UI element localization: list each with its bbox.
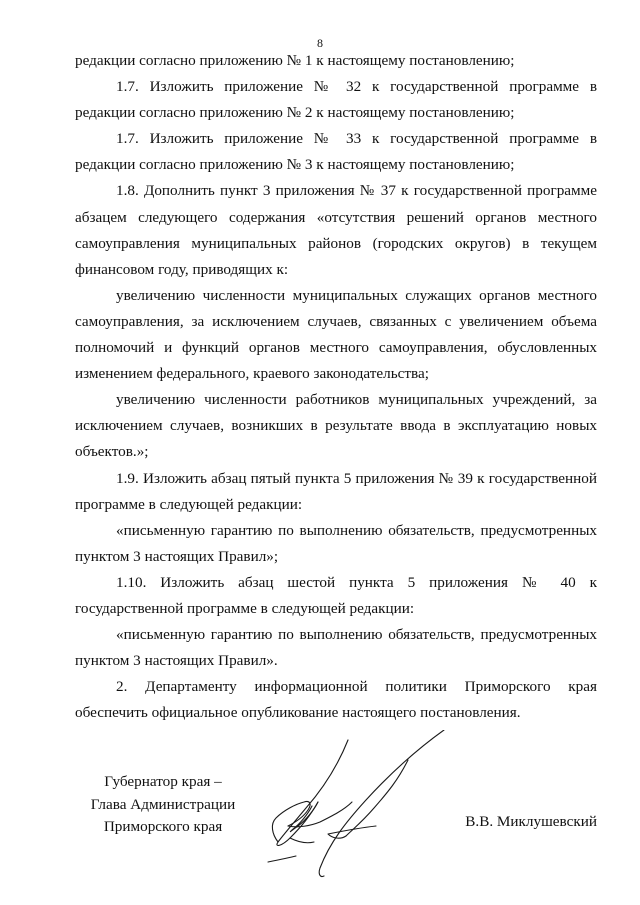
document-body [75,48,597,726]
paragraph-9: 1.10. Изложить абзац шестой пункта 5 приложения № 40 к государственной программе в следующей редакции: [75,573,597,617]
handwritten-signature [248,730,448,880]
signatory-title-line-1: Губернатор края – [104,773,222,790]
paragraph-11: 2. Департаменту информационной политики Приморского края обеспечить официальное опубликование настоящего постановления. [75,678,597,722]
paragraph-3: 1.7. Изложить приложение № 33 к государственной программе в редакции согласно приложению № 3 к настоящему постановлению; [75,130,597,174]
paragraph-1: редакции согласно приложению № 1 к настоящему постановлению; [75,52,515,69]
signatory-title [68,771,258,839]
paragraph-7: 1.9. Изложить абзац пятый пункта 5 приложения № 39 к государственной программе в следующей редакции: [75,469,597,513]
paragraph-8: «письменную гарантию по выполнению обязательств, предусмотренных пунктом 3 настоящих Правил»; [75,521,597,565]
page-number: 8 [317,36,323,50]
paragraph-10: «письменную гарантию по выполнению обязательств, предусмотренных пунктом 3 настоящих Правил». [75,626,597,670]
paragraph-5: увеличению численности муниципальных служащих органов местного самоуправления, за исключением случаев, связанных с увеличением объема полномочий и функций органов местного самоуправления, обусловленных изменением федерального, краевого законодательства; [75,286,597,383]
paragraph-4: 1.8. Дополнить пункт 3 приложения № 37 к государственной программе абзацем следующего содержания «отсутствия решений органов местного самоуправления муниципальных районов (городских округов) в текущем финансовом году, приводящих к: [75,182,597,278]
signatory-title-line-3: Приморского края [103,818,223,835]
signatory-name: В.В. Миклушевский [465,813,597,830]
paragraph-6: увеличению численности работников муниципальных учреждений, за исключением случаев, возникших в результате ввода в эксплуатацию новых объектов.»; [75,391,597,461]
signatory-title-line-2: Глава Администрации [90,795,236,813]
paragraph-2: 1.7. Изложить приложение № 32 к государственной программе в редакции согласно приложению № 2 к настоящему постановлению; [75,78,597,122]
